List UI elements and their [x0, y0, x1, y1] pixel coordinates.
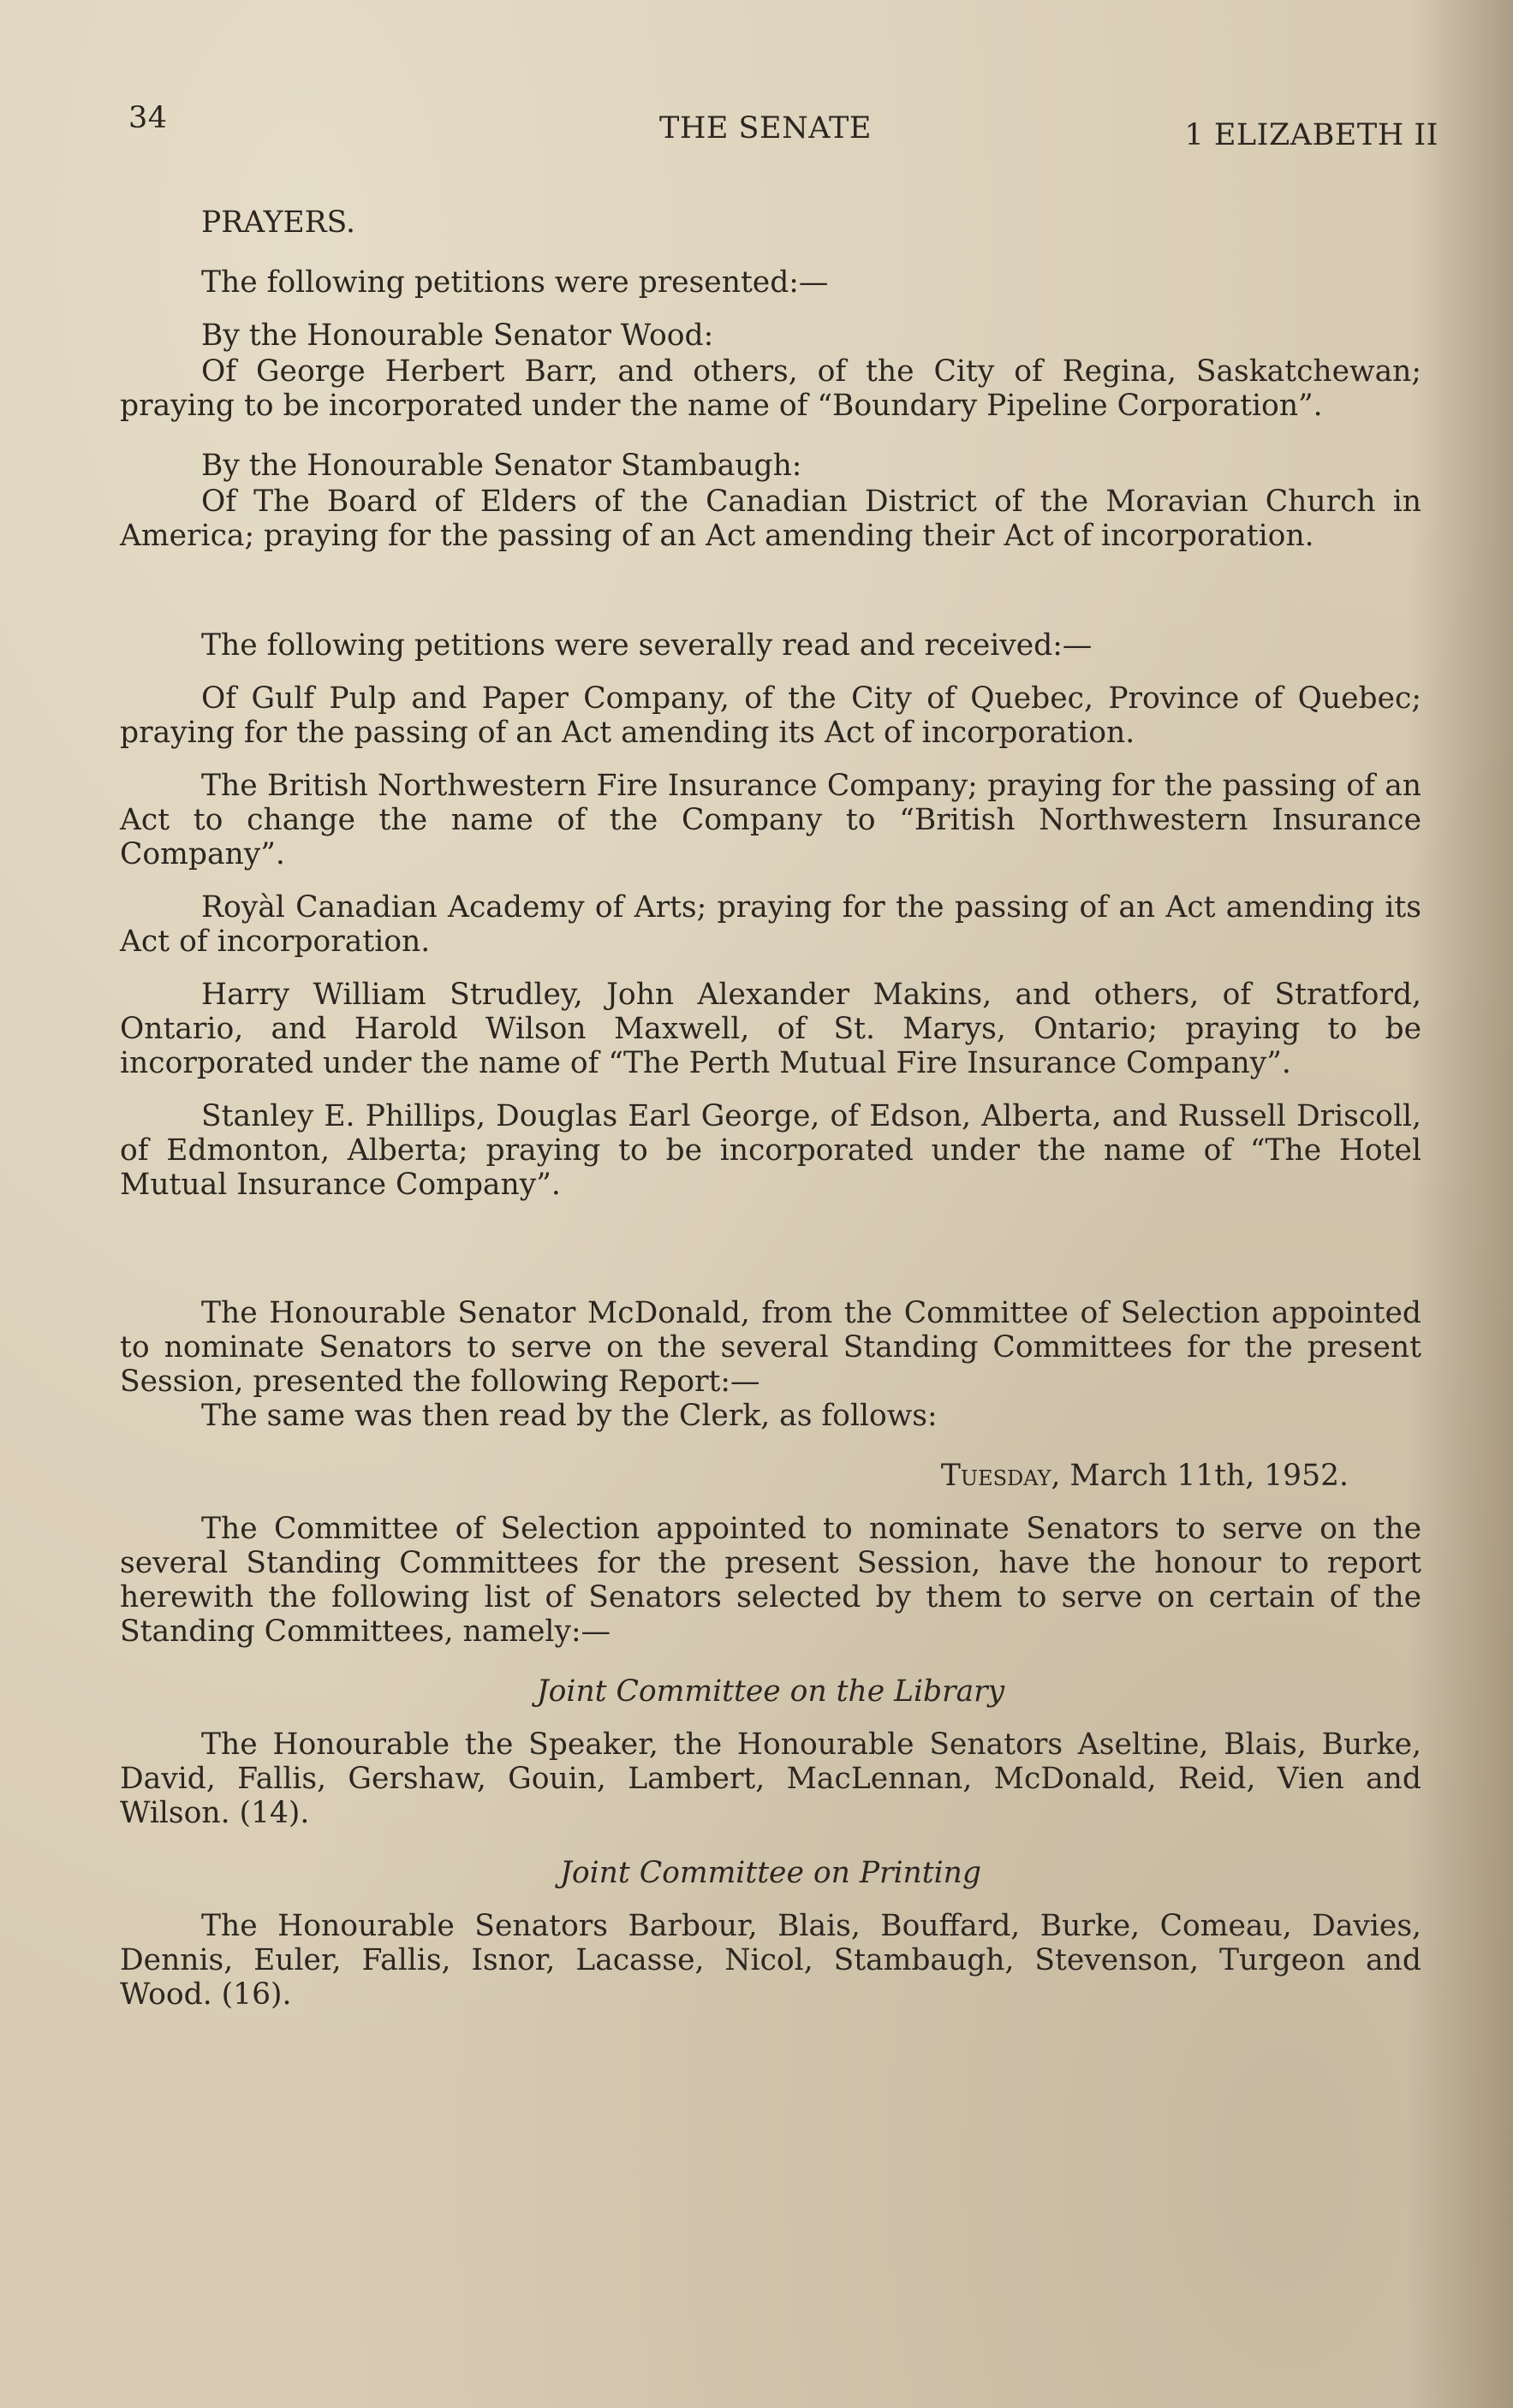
library-committee-members: The Honourable the Speaker, the Honourable Senators Aseltine, Blais, Burke, David, Fallis, Gershaw, Gouin, Lambert, MacLennan, McDonald, Reid, Vien and Wilson. (14).	[120, 1727, 1421, 1830]
petition-strudley: Harry William Strudley, John Alexander Makins, and others, of Stratford, Ontario, and Harold Wilson Maxwell, of St. Marys, Ontario; praying to be incorporated under the name of “The Perth Mutual Fire Insurance Company”.	[120, 978, 1421, 1080]
report-date-rest: March 11th, 1952.	[1060, 1459, 1349, 1493]
library-committee-heading: Joint Committee on the Library	[536, 1674, 1005, 1709]
prayers-line: PRAYERS.	[201, 205, 356, 240]
read-by-clerk: The same was then read by the Clerk, as follows:	[201, 1399, 938, 1433]
report-date	[120, 1459, 1421, 1493]
regnal-year: 1 ELIZABETH II	[1184, 118, 1439, 152]
running-header	[128, 101, 1439, 152]
report-date-day: Tuesday,	[940, 1459, 1061, 1493]
by-senator-stambaugh: By the Honourable Senator Stambaugh:	[201, 449, 802, 483]
mcdonald-report-paragraph: The Honourable Senator McDonald, from the Committee of Selection appointed to nominate Senators to serve on the several Standing Committees for the present Session, presented the following Report:—	[120, 1296, 1421, 1399]
printing-committee-heading: Joint Committee on Printing	[560, 1856, 981, 1890]
report-intro: The Committee of Selection appointed to nominate Senators to serve on the several Standing Committees for the present Session, have the honour to report herewith the following list of Senators selected by them to serve on certain of the Standing Committees, namely:—	[120, 1512, 1421, 1649]
petition-royal-academy: Royàl Canadian Academy of Arts; praying for the passing of an Act amending its Act of incorporation.	[120, 890, 1421, 959]
petition-moravian: Of The Board of Elders of the Canadian District of the Moravian Church in America; praying for the passing of an Act amending their Act of incorporation.	[120, 485, 1421, 553]
petition-british-northwestern: The British Northwestern Fire Insurance Company; praying for the passing of an Act to change the name of the Company to “British Northwestern Insurance Company”.	[120, 769, 1421, 871]
petitions-presented-intro: The following petitions were presented:—	[201, 265, 829, 300]
page-number: 34	[128, 101, 168, 135]
by-senator-wood: By the Honourable Senator Wood:	[201, 318, 714, 353]
petition-gulf-pulp: Of Gulf Pulp and Paper Company, of the City of Quebec, Province of Quebec; praying for the passing of an Act amending its Act of incorporation.	[120, 681, 1421, 750]
petition-phillips: Stanley E. Phillips, Douglas Earl George, of Edson, Alberta, and Russell Driscoll, of Edmonton, Alberta; praying to be incorporated under the name of “The Hotel Mutual Insurance Company”.	[120, 1099, 1421, 1202]
printing-committee-members: The Honourable Senators Barbour, Blais, Bouffard, Burke, Comeau, Davies, Dennis, Euler, Fallis, Isnor, Lacasse, Nicol, Stambaugh, Stevenson, Turgeon and Wood. (16).	[120, 1909, 1421, 2012]
page-body	[120, 205, 1421, 2012]
petition-barr: Of George Herbert Barr, and others, of the City of Regina, Saskatchewan; praying to be incorporated under the name of “Boundary Pipeline Corporation”.	[120, 354, 1421, 423]
petitions-read-intro: The following petitions were severally read and received:—	[201, 628, 1093, 663]
header-title: THE SENATE	[659, 111, 872, 146]
